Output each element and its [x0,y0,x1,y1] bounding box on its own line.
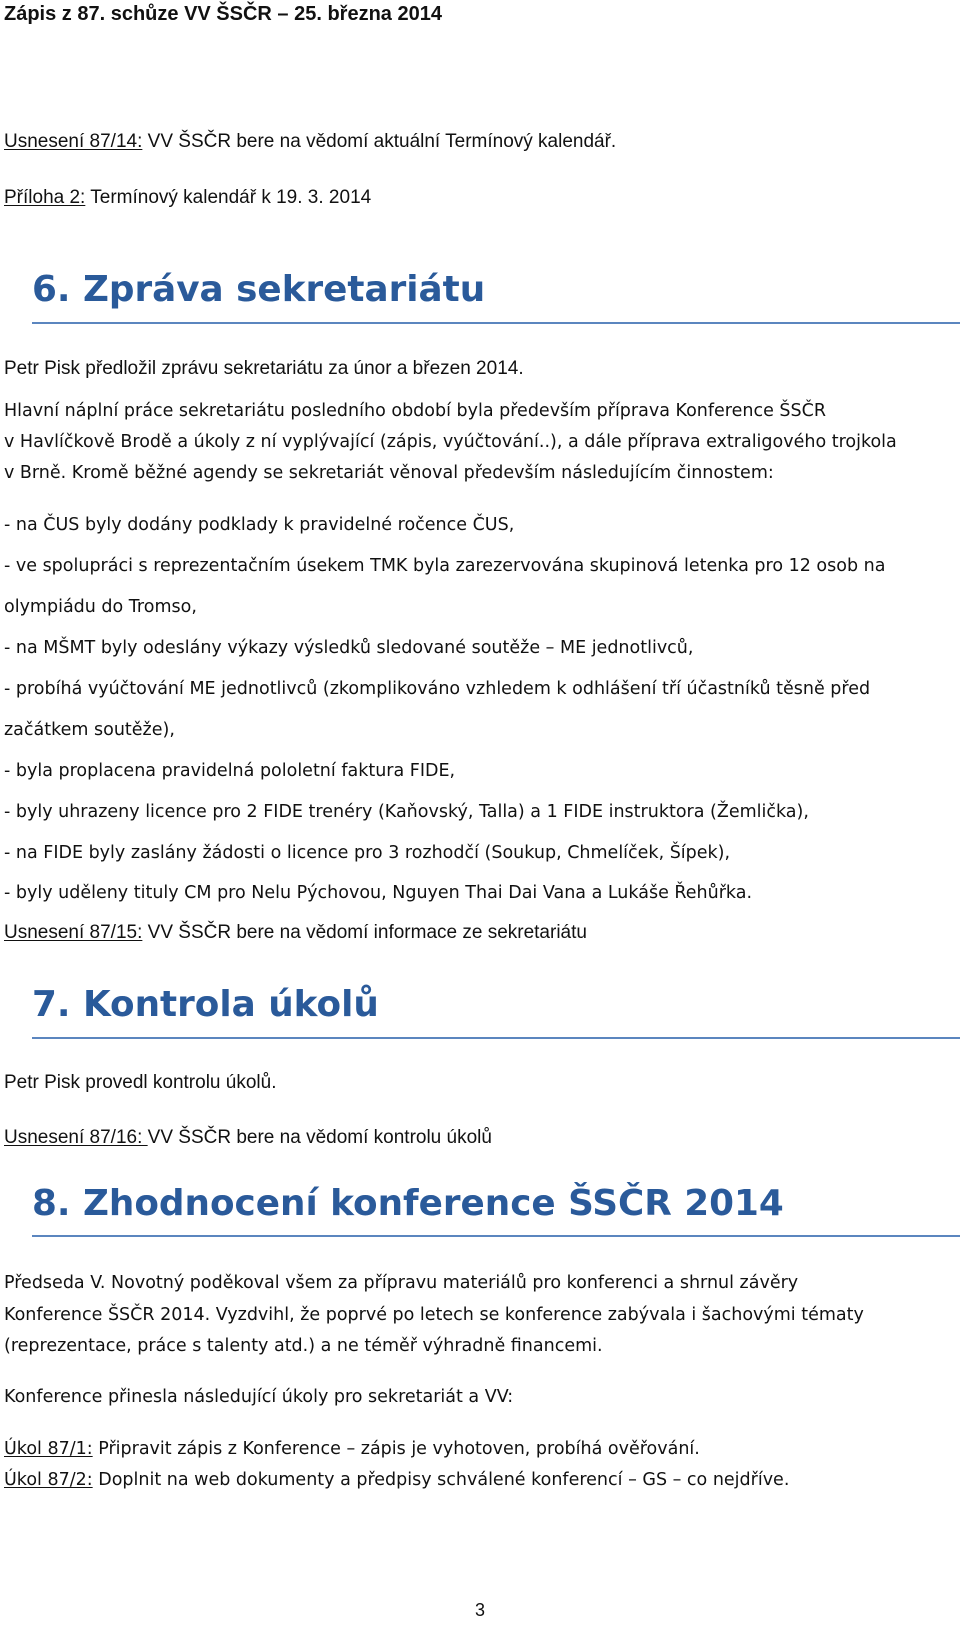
attachment-text: Termínový kalendář k 19. 3. 2014 [85,187,372,208]
section-6-intro: Petr Pisk předložil zprávu sekretariátu za únor a březen 2014. [4,358,524,379]
section-8-para-line: Konference ŠSČR 2014. Vyzdvihl, že poprvé po letech se konference zabývala i šachovými tématy [4,1305,864,1325]
section-number: 7. [32,984,71,1025]
section-8-heading [32,1182,960,1226]
section-6-para-line: Hlavní náplní práce sekretariátu posledního období byla především příprava Konference ŠSČR [4,401,827,421]
list-item: - byla proplacena pravidelná pololetní faktura FIDE, [4,761,456,781]
section-number: 8. [32,1183,71,1224]
document-title: Zápis z 87. schůze VV ŠSČR – 25. března 2014 [4,3,442,25]
section-title: Kontrola úkolů [82,984,379,1025]
task-text: Připravit zápis z Konference – zápis je vyhotoven, probíhá ověřování. [92,1439,700,1459]
list-item: olympiádu do Tromso, [4,597,197,617]
task-text: Doplnit na web dokumenty a předpisy schválené konferencí – GS – co nejdříve. [92,1470,790,1490]
section-6-rule [32,322,960,324]
resolution-87-15 [4,921,587,945]
resolution-label: Usnesení 87/14: [4,131,143,152]
list-item: - na MŠMT byly odeslány výkazy výsledků sledované soutěže – ME jednotlivců, [4,638,694,658]
resolution-text: VV ŠSČR bere na vědomí informace ze sekretariátu [142,922,587,943]
section-8-rule [32,1235,960,1237]
section-7-rule [32,1037,960,1039]
task-label: Úkol 87/2: [4,1470,93,1490]
section-number: 6. [32,269,71,310]
resolution-87-16 [4,1126,492,1150]
section-6-para-line: v Havlíčkově Brodě a úkoly z ní vyplývající (zápis, vyúčtování..), a dále příprava extraligového trojkola [4,432,897,452]
page-number: 3 [474,1600,485,1620]
resolution-text: VV ŠSČR bere na vědomí kontrolu úkolů [147,1127,492,1148]
section-7-text: Petr Pisk provedl kontrolu úkolů. [4,1072,277,1093]
list-item: - na FIDE byly zaslány žádosti o licence pro 3 rozhodčí (Soukup, Chmelíček, Šípek), [4,843,731,863]
list-item: - ve spolupráci s reprezentačním úsekem TMK byla zarezervována skupinová letenka pro 12 osob na [4,556,886,576]
section-7-heading [32,983,960,1027]
section-title: Zhodnocení konference ŠSČR 2014 [82,1183,784,1224]
section-6-heading [32,268,960,312]
attachment-label: Příloha 2: [4,187,86,208]
resolution-label: Usnesení 87/16: [4,1127,148,1148]
task-label: Úkol 87/1: [4,1439,93,1459]
resolution-87-14 [4,130,616,154]
list-item: - na ČUS byly dodány podklady k pravidelné ročence ČUS, [4,515,515,535]
list-item: - probíhá vyúčtování ME jednotlivců (zkomplikováno vzhledem k odhlášení tří účastníků těsně před [4,679,871,699]
section-8-para-line: Předseda V. Novotný poděkoval všem za přípravu materiálů pro konferenci a shrnul závěry [4,1273,799,1293]
section-title: Zpráva sekretariátu [82,269,486,310]
task-87-1 [4,1437,700,1461]
section-6-para-line: v Brně. Kromě běžné agendy se sekretariát věnoval především následujícím činnostem: [4,463,774,483]
resolution-text: VV ŠSČR bere na vědomí aktuální Termínový kalendář. [142,131,617,152]
resolution-label: Usnesení 87/15: [4,922,143,943]
list-item: začátkem soutěže), [4,720,175,740]
list-item: - byly uhrazeny licence pro 2 FIDE trenéry (Kaňovský, Talla) a 1 FIDE instruktora (Žemlička), [4,802,809,822]
task-87-2 [4,1468,789,1492]
attachment-2 [4,186,371,210]
tasks-intro: Konference přinesla následující úkoly pro sekretariát a VV: [4,1387,514,1407]
list-item: - byly uděleny tituly CM pro Nelu Pýchovou, Nguyen Thai Dai Vana a Lukáše Řehůřka. [4,883,753,903]
section-8-para-line: (reprezentace, práce s talenty atd.) a ne téměř výhradně financemi. [4,1336,603,1356]
